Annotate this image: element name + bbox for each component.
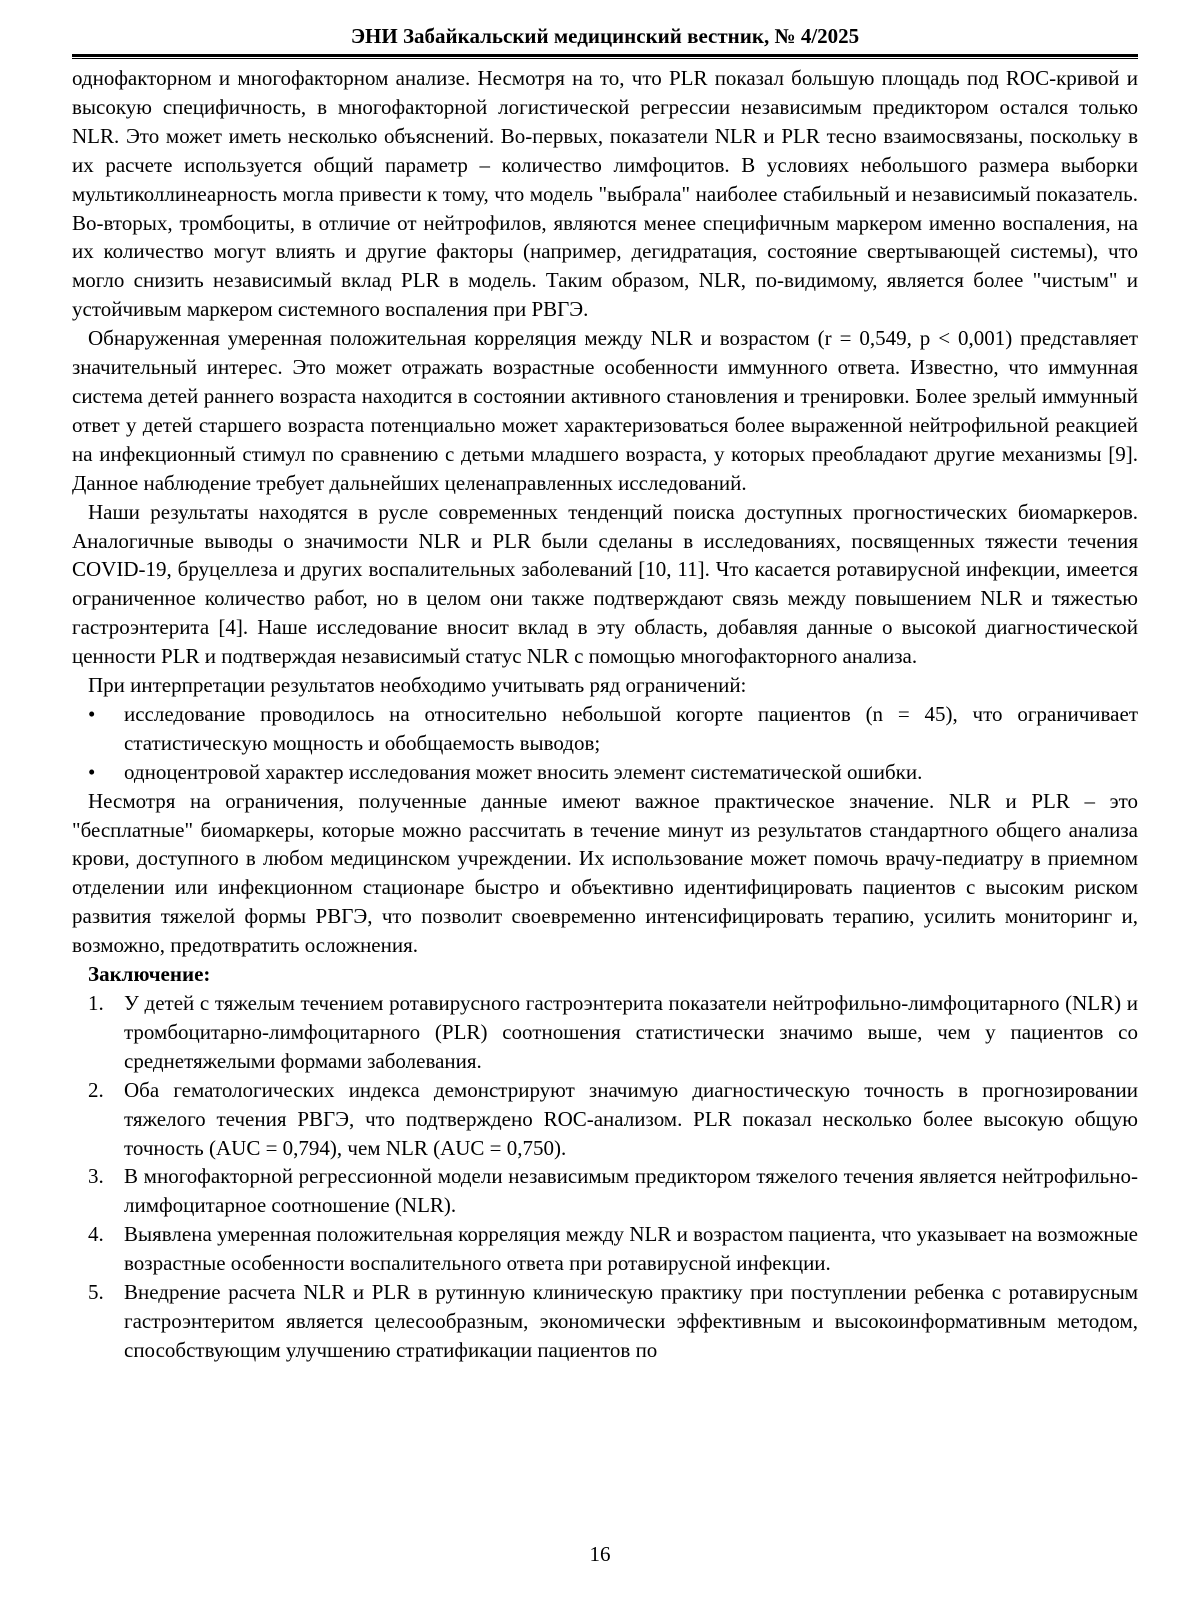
bullet-marker: •: [88, 701, 96, 726]
conclusions-list: [72, 989, 1138, 1365]
list-item: [72, 989, 1138, 1076]
paragraph-limitations-intro: При интерпретации результатов необходимо учитывать ряд ограничений:: [88, 673, 747, 698]
list-item-text: Выявлена умеренная положительная корреляция между NLR и возрастом пациента, что указывает на возможные возрастные особенности воспалительного ответа при ротавирусной инфекции.: [124, 1222, 1138, 1276]
list-item-text: одноцентровой характер исследования может вносить элемент систематической ошибки.: [124, 759, 923, 784]
bullet-marker: •: [88, 759, 96, 784]
conclusion-heading: Заключение:: [88, 962, 211, 987]
list-item: [72, 1076, 1138, 1163]
list-item: [72, 1220, 1138, 1278]
list-item: [72, 700, 1138, 758]
header-rule-thick: [72, 54, 1138, 57]
paragraph-correlation: Обнаруженная умеренная положительная корреляция между NLR и возрастом (r = 0,549, p < 0,001) представляет значительный интерес. Это может отражать возрастные особенности иммунного ответа. Известно, что иммунная система детей раннего возраста находится в состоянии активного становления и тренировки. Более зрелый иммунный ответ у детей старшего возраста потенциально может характеризоваться более выраженной нейтрофильной реакцией на инфекционный стимул по сравнению с детьми младшего возраста, у которых преобладают другие механизмы [9]. Данное наблюдение требует дальнейших целенаправленных исследований.: [72, 326, 1138, 495]
list-item: [72, 1278, 1138, 1365]
list-number: 5.: [88, 1280, 104, 1305]
paragraph-practical-value: Несмотря на ограничения, полученные данные имеют важное практическое значение. NLR и PLR – это "бесплатные" биомаркеры, которые можно рассчитать в течение минут из результатов стандартного общего анализа крови, доступного в любом медицинском учреждении. Их использование может помочь врачу-педиатру в приемном отделении или инфекционном стационаре быстро и объективно идентифицировать пациентов с высоким риском развития тяжелой формы РВГЭ, что позволит своевременно интенсифицировать терапию, усилить мониторинг и, возможно, предотвратить осложнения.: [72, 788, 1138, 958]
paragraph-context: Наши результаты находятся в русле современных тенденций поиска доступных прогностических биомаркеров. Аналогичные выводы о значимости NLR и PLR были сделаны в исследованиях, посвященных тяжести течения COVID-19, бруцеллеза и других воспалительных заболеваний [10, 11]. Что касается ротавирусной инфекции, имеется ограниченное количество работ, но в целом они также подтверждают связь между повышением NLR и тяжестью гастроэнтерита [4]. Наше исследование вносит вклад в эту область, добавляя данные о высокой диагностической ценности PLR и подтверждая независимый статус NLR с помощью многофакторного анализа.: [72, 499, 1138, 669]
list-item: [72, 1162, 1138, 1220]
list-number: 4.: [88, 1222, 104, 1247]
paragraph-continuation: однофакторном и многофакторном анализе. Несмотря на то, что PLR показал большую площадь под ROC-кривой и высокую специфичность, в многофакторной логистической регрессии независимым предиктором остался только NLR. Это может иметь несколько объяснений. Во-первых, показатели NLR и PLR тесно взаимосвязаны, поскольку в их расчете используется общий параметр – количество лимфоцитов. В условиях небольшого размера выборки мультиколлинеарность могла привести к тому, что модель "выбрала" наиболее стабильный и независимый показатель. Во-вторых, тромбоциты, в отличие от нейтрофилов, являются менее специфичным маркером именно воспаления, на их количество могут влиять и другие факторы (например, дегидратация, состояние свертывающей системы), что могло снизить независимый вклад PLR в модель. Таким образом, NLR, по-видимому, является более "чистым" и устойчивым маркером системного воспаления при РВГЭ.: [72, 66, 1138, 322]
running-head: ЭНИ Забайкальский медицинский вестник, № 4/2025: [350, 24, 860, 48]
list-item-text: Оба гематологических индекса демонстрируют значимую диагностическую точность в прогнозировании тяжелого течения РВГЭ, что подтверждено ROC-анализом. PLR показал несколько более высокую общую точность (AUC = 0,794), чем NLR (AUC = 0,750).: [124, 1077, 1138, 1160]
list-item-text: У детей с тяжелым течением ротавирусного гастроэнтерита показатели нейтрофильно-лимфоцитарного (NLR) и тромбоцитарно-лимфоцитарного (PLR) соотношения статистически значимо выше, чем у пациентов со среднетяжелыми формами заболевания.: [124, 991, 1138, 1073]
header-rule-thin: [72, 58, 1138, 59]
list-item-text: исследование проводилось на относительно небольшой когорте пациентов (n = 45), что ограничивает статистическую мощность и обобщаемость выводов;: [124, 701, 1138, 755]
list-item-text: В многофакторной регрессионной модели независимым предиктором тяжелого течения является нейтрофильно-лимфоцитарное соотношение (NLR).: [124, 1164, 1138, 1218]
list-item: [72, 758, 1138, 787]
list-number: 1.: [88, 991, 104, 1015]
body-text: [72, 64, 1138, 1365]
list-item-text: Внедрение расчета NLR и PLR в рутинную клиническую практику при поступлении ребенка с ротавирусным гастроэнтеритом является целесообразным, экономически эффективным и высокоинформативным методом, способствующим улучшению стратификации пациентов по: [124, 1280, 1138, 1362]
page: [72, 22, 1138, 1365]
list-number: 2.: [88, 1077, 104, 1102]
list-number: 3.: [88, 1164, 104, 1189]
limitations-list: [72, 700, 1138, 787]
page-number: 16: [589, 1542, 611, 1566]
